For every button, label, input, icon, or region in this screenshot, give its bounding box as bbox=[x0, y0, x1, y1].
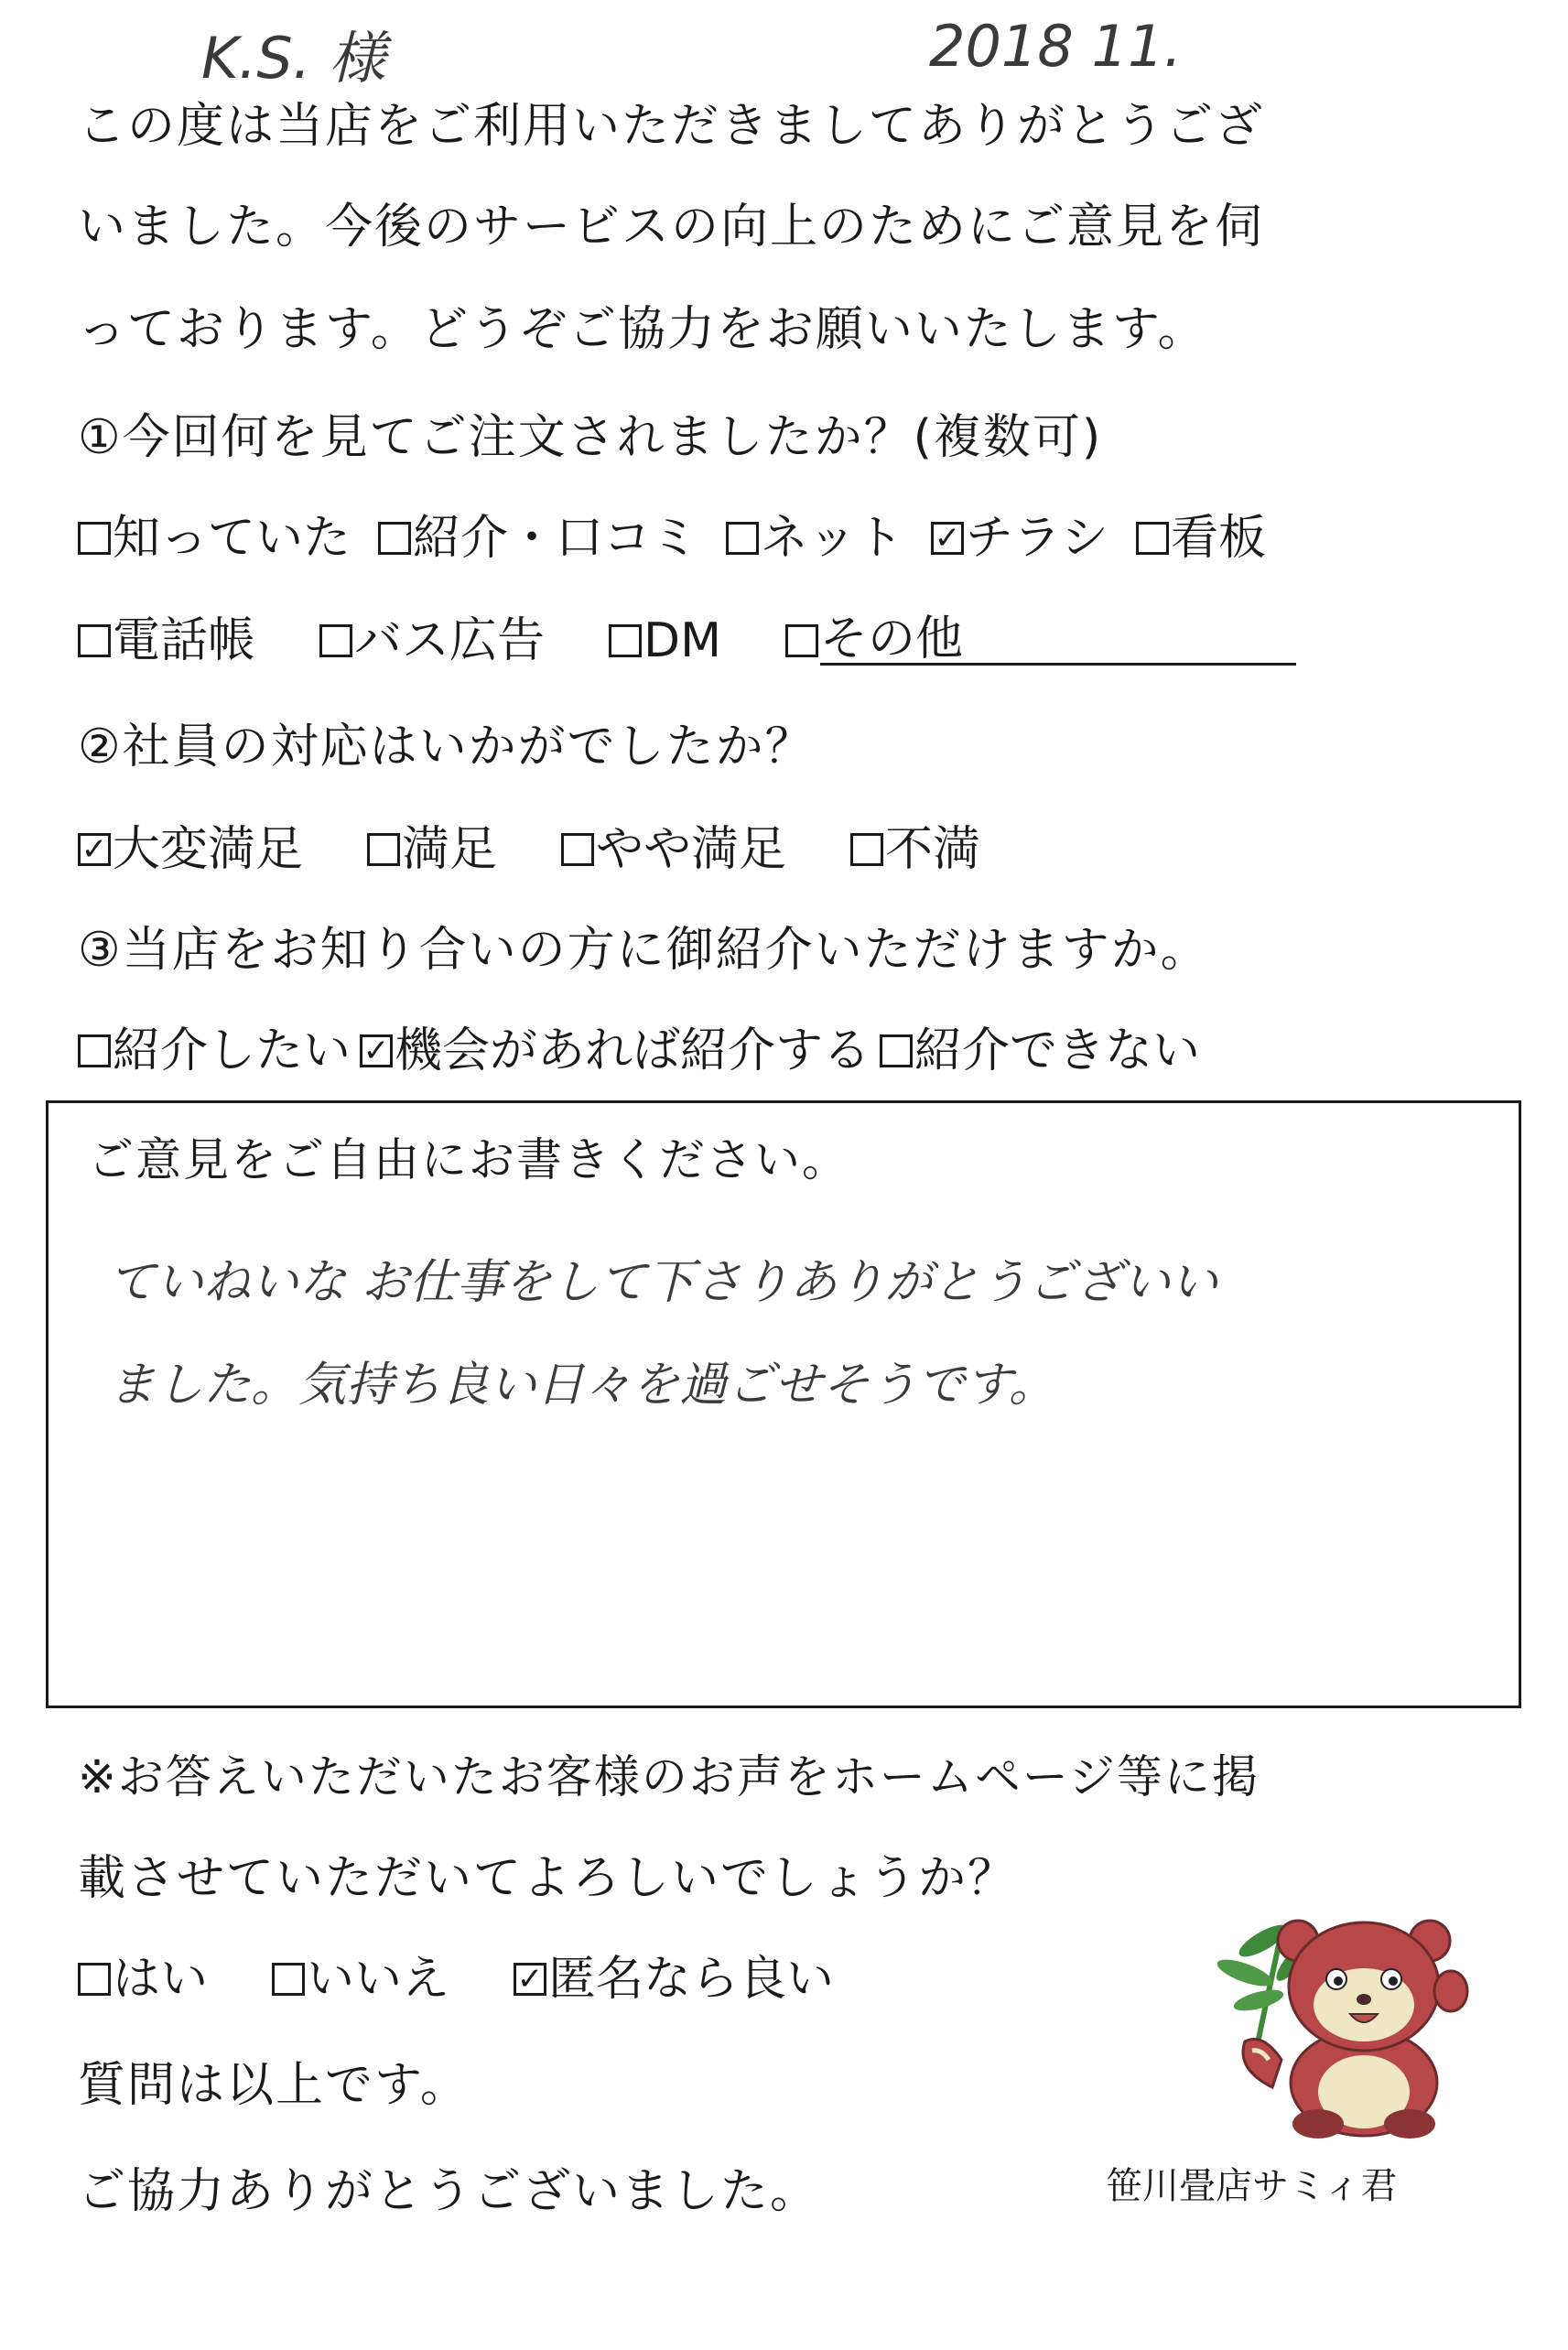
option-label: 紹介・口コミ bbox=[413, 511, 699, 566]
option-label: チラシ bbox=[966, 511, 1109, 566]
option-label: 匿名なら良い bbox=[548, 1952, 835, 2007]
checkbox[interactable] bbox=[880, 1034, 913, 1067]
checkbox[interactable] bbox=[850, 833, 883, 866]
checkbox[interactable] bbox=[1136, 522, 1169, 555]
question-2: ②社員の対応はいかがでしたか？ bbox=[78, 720, 815, 774]
q2-option-dissatisfied[interactable] bbox=[850, 822, 981, 877]
checkbox[interactable] bbox=[367, 833, 400, 866]
q1-option-other[interactable] bbox=[785, 612, 1296, 666]
checkbox[interactable] bbox=[561, 833, 594, 866]
customer-name: K.S. 様 bbox=[201, 25, 386, 92]
option-label: 電話帳 bbox=[113, 612, 256, 668]
checkbox-checked[interactable]: ✓ bbox=[514, 1963, 546, 1996]
option-label: 紹介したい bbox=[113, 1023, 351, 1078]
question-1: ①今回何を見てご注文されましたか？(複数可) bbox=[78, 410, 1103, 465]
checkbox[interactable] bbox=[78, 1963, 111, 1996]
option-label: ネット bbox=[761, 511, 904, 566]
q2-option-very-satisfied[interactable] bbox=[78, 822, 304, 877]
free-comment-prompt: ご意見をご自由にお書きください。 bbox=[88, 1133, 849, 1186]
option-label: いいえ bbox=[307, 1952, 450, 2007]
consent-option-anonymous[interactable] bbox=[514, 1952, 835, 2007]
consent-options bbox=[78, 1952, 835, 2007]
q1-options-row-2 bbox=[78, 612, 1296, 668]
q2-option-somewhat-satisfied[interactable] bbox=[561, 822, 787, 877]
option-label: 大変満足 bbox=[113, 822, 304, 877]
checkbox-checked[interactable]: ✓ bbox=[931, 522, 964, 555]
checkbox[interactable] bbox=[272, 1963, 305, 1996]
checkbox[interactable] bbox=[319, 624, 352, 657]
intro-line-1: この度は当店をご利用いただきましてありがとうござ bbox=[78, 99, 1265, 154]
free-comment-answer-line-1: ていねいな お仕事をして下さりありがとうございい bbox=[108, 1255, 1218, 1310]
q1-option-dm[interactable] bbox=[609, 612, 721, 668]
checkbox-checked[interactable]: ✓ bbox=[78, 833, 111, 866]
closing-line-2: ご協力ありがとうございました。 bbox=[78, 2164, 820, 2219]
q3-option-refer-if-chance[interactable] bbox=[360, 1023, 871, 1078]
closing-line-1: 質問は以上です。 bbox=[78, 2058, 470, 2113]
option-label: DM bbox=[643, 612, 721, 668]
option-label: 看板 bbox=[1171, 511, 1267, 566]
q1-option-referral[interactable] bbox=[378, 511, 699, 566]
q1-option-flyer[interactable] bbox=[931, 511, 1109, 566]
question-3: ③当店をお知り合いの方に御紹介いただけますか。 bbox=[78, 923, 1210, 978]
red-panda-mascot-icon bbox=[1217, 1904, 1501, 2142]
q2-option-satisfied[interactable] bbox=[367, 822, 498, 877]
consent-line-1: ※お答えいただいたお客様のお声をホームページ等に掲 bbox=[78, 1750, 1260, 1803]
option-label: バス広告 bbox=[354, 612, 546, 668]
checkbox[interactable] bbox=[785, 624, 818, 657]
option-label: 知っていた bbox=[113, 511, 351, 566]
intro-line-3: っております。どうぞご協力をお願いいたします。 bbox=[78, 302, 1207, 357]
mascot-tail bbox=[1243, 2040, 1281, 2088]
mascot-caption: 笹川畳店サミィ君 bbox=[1106, 2165, 1398, 2207]
q1-options-row-1 bbox=[78, 511, 1267, 566]
consent-option-yes[interactable] bbox=[78, 1952, 209, 2007]
option-label: 機会があれば紹介する bbox=[395, 1023, 871, 1078]
checkbox[interactable] bbox=[726, 522, 759, 555]
q3-option-cannot-refer[interactable] bbox=[880, 1023, 1201, 1078]
q3-option-want-to-refer[interactable] bbox=[78, 1023, 351, 1078]
option-label: その他 bbox=[820, 615, 1296, 666]
q1-option-signboard[interactable] bbox=[1136, 511, 1267, 566]
survey-date: 2018 11. bbox=[929, 13, 1183, 80]
intro-line-2: いました。今後のサービスの向上のためにご意見を伺 bbox=[78, 200, 1265, 254]
checkbox[interactable] bbox=[78, 1034, 111, 1067]
checkbox[interactable] bbox=[378, 522, 411, 555]
option-label: 満足 bbox=[402, 822, 498, 877]
checkbox-checked[interactable]: ✓ bbox=[360, 1034, 393, 1067]
q1-option-net[interactable] bbox=[726, 511, 904, 566]
q1-option-bus-ad[interactable] bbox=[319, 612, 546, 668]
checkbox[interactable] bbox=[78, 522, 111, 555]
option-label: はい bbox=[113, 1952, 209, 2007]
checkbox[interactable] bbox=[78, 624, 111, 657]
option-label: やや満足 bbox=[596, 822, 787, 877]
option-label: 紹介できない bbox=[914, 1023, 1201, 1078]
q1-option-knew[interactable] bbox=[78, 511, 351, 566]
consent-option-no[interactable] bbox=[272, 1952, 450, 2007]
q2-options bbox=[78, 822, 981, 877]
option-label: 不満 bbox=[885, 822, 981, 877]
consent-line-2: 載させていただいてよろしいでしょうか？ bbox=[78, 1851, 1018, 1906]
q1-option-phonebook[interactable] bbox=[78, 612, 256, 668]
checkbox[interactable] bbox=[609, 624, 642, 657]
q3-options bbox=[78, 1023, 1201, 1078]
free-comment-answer-line-2: ました。気持ち良い日々を過ごせそうです。 bbox=[108, 1358, 1056, 1413]
